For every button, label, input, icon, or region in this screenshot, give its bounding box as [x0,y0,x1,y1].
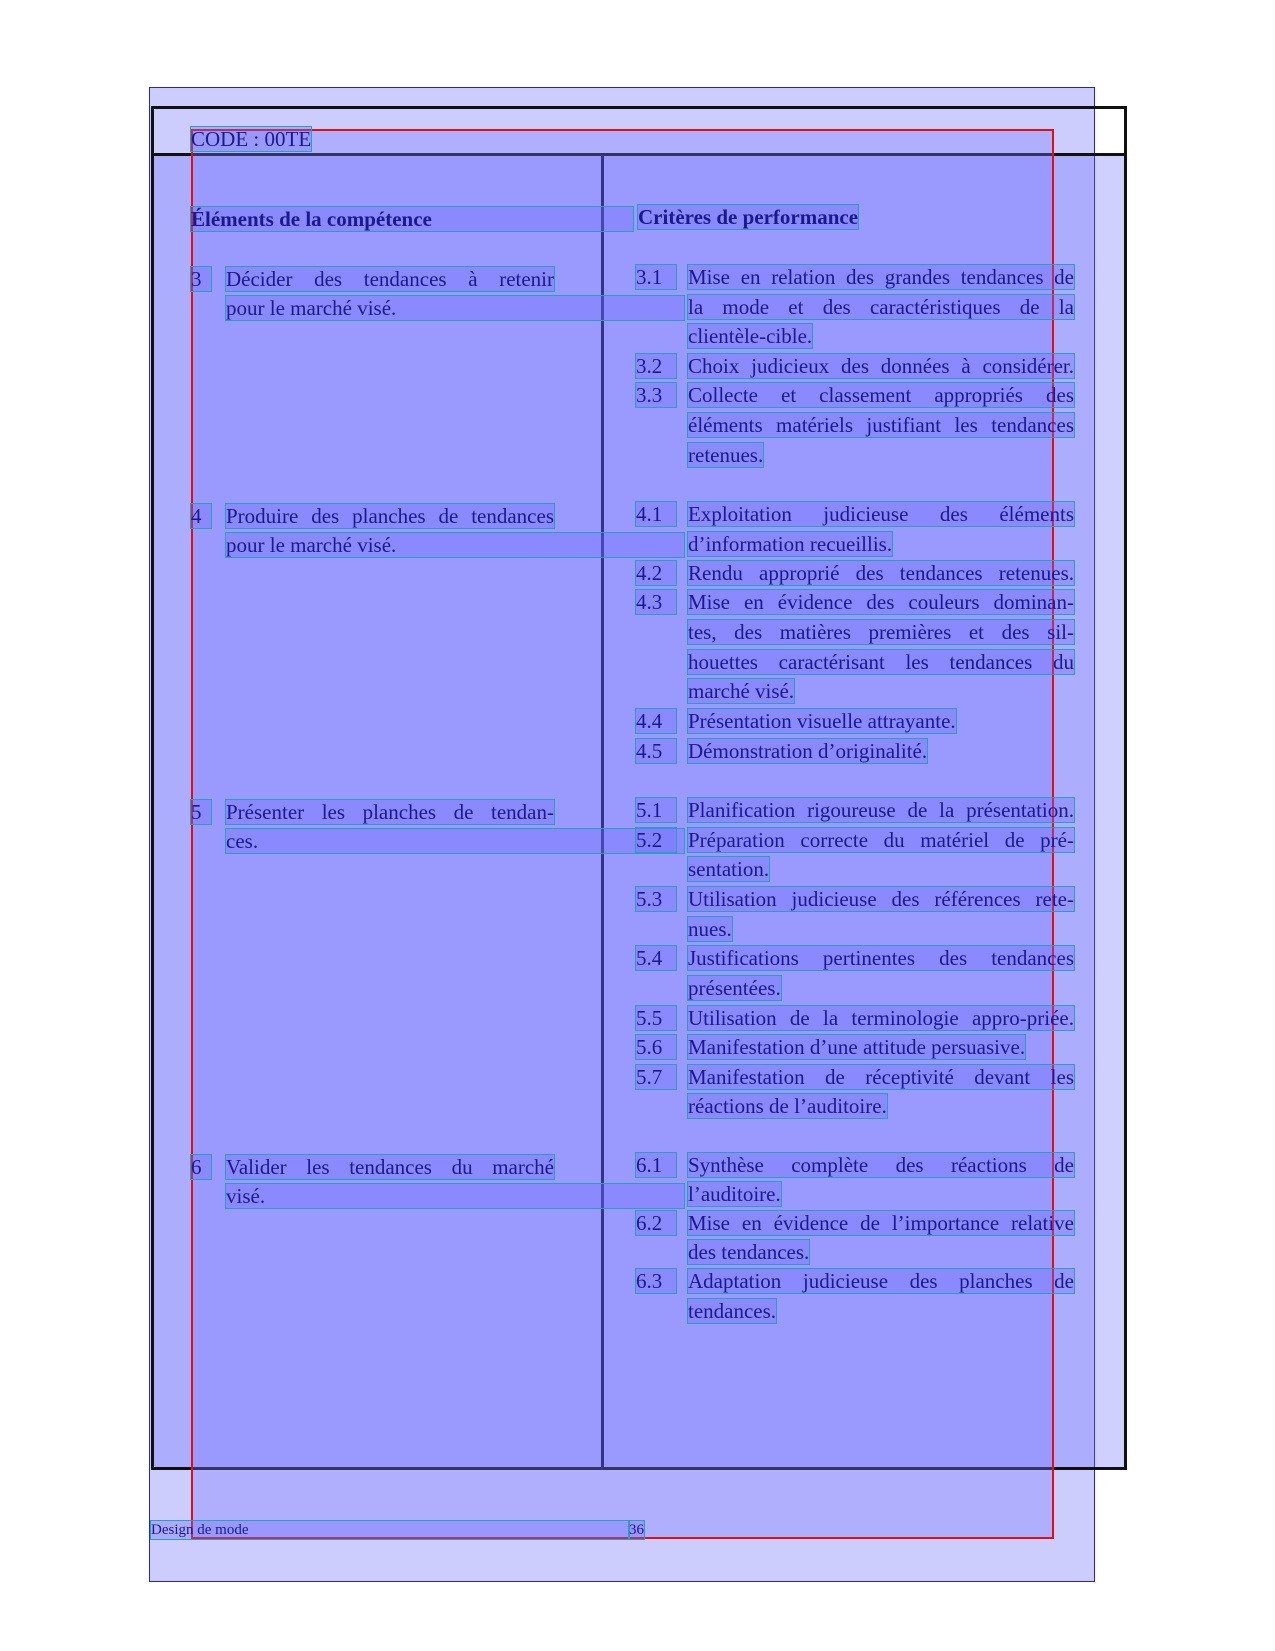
criterion-text: tendances. [688,1299,777,1323]
criterion-text: l’auditoire. [688,1182,781,1206]
column-header-criteria: Critères de performance [638,205,859,229]
criterion-text: Mise en évidence des couleurs dominan- [688,590,1074,614]
criterion-number: 3.2 [636,354,676,378]
element-text: pour le marché visé. [226,533,684,557]
element-text: Décider des tendances à retenir [226,267,554,291]
criterion-text: Démonstration d’originalité. [688,739,928,763]
criterion-number: 5.4 [636,946,676,970]
criterion-text: marché visé. [688,679,795,703]
column-header-elements: Éléments de la compétence [191,207,633,231]
criterion-text: Présentation visuelle attrayante. [688,709,956,733]
criterion-text: Planification rigoureuse de la présentation. [688,798,1074,822]
criterion-text: retenues. [688,443,764,467]
criterion-number: 4.5 [636,739,676,763]
criterion-text: Mise en relation des grandes tendances de [688,265,1074,289]
criterion-text: clientèle-cible. [688,324,813,348]
criterion-text: Adaptation judicieuse des planches de [688,1269,1074,1293]
criterion-text: la mode et des caractéristiques de la [688,295,1074,319]
criterion-number: 5.5 [636,1006,676,1030]
element-text: Présenter les planches de tendan- [226,800,554,824]
criterion-text: Utilisation de la terminologie appro-priée. [688,1006,1074,1030]
criterion-text: d’information recueillis. [688,532,893,556]
criterion-text: des tendances. [688,1240,810,1264]
criterion-text: nues. [688,917,732,941]
criterion-text: sentation. [688,857,770,881]
criterion-text: Manifestation d’une attitude persuasive. [688,1035,1026,1059]
element-number: 3 [191,267,211,291]
criterion-number: 4.3 [636,590,676,614]
element-text: Produire des planches de tendances [226,504,554,528]
criterion-number: 5.6 [636,1035,676,1059]
criterion-number: 3.1 [636,265,676,289]
element-number: 5 [191,800,211,824]
criterion-number: 6.3 [636,1269,676,1293]
criterion-text: Collecte et classement appropriés des [688,383,1074,407]
element-text: ces. [226,829,684,853]
criterion-number: 5.7 [636,1065,676,1089]
criterion-number: 4.2 [636,561,676,585]
criterion-number: 4.4 [636,709,676,733]
element-number: 6 [191,1155,211,1179]
criterion-text: Préparation correcte du matériel de pré- [688,828,1074,852]
element-text: pour le marché visé. [226,296,684,320]
criterion-number: 3.3 [636,383,676,407]
criterion-text: Manifestation de réceptivité devant les [688,1065,1074,1089]
criterion-text: Choix judicieux des données à considérer. [688,354,1074,378]
criterion-text: éléments matériels justifiant les tendances [688,413,1074,437]
criterion-number: 6.2 [636,1211,676,1235]
element-text: Valider les tendances du marché [226,1155,554,1179]
criterion-number: 5.3 [636,887,676,911]
criterion-text: houettes caractérisant les tendances du [688,650,1074,674]
code-label: CODE : 00TE [191,127,312,151]
criterion-text: Synthèse complète des réactions de [688,1153,1074,1177]
criterion-number: 6.1 [636,1153,676,1177]
element-text: visé. [226,1184,684,1208]
criterion-text: réactions de l’auditoire. [688,1094,887,1118]
criterion-number: 5.2 [636,828,676,852]
criterion-text: tes, des matières premières et des sil- [688,620,1074,644]
page-number: 36 [629,1522,644,1538]
criterion-text: Justifications pertinentes des tendances [688,946,1074,970]
criterion-number: 4.1 [636,502,676,526]
footer-title: Design de mode [151,1521,629,1539]
criterion-text: Rendu approprié des tendances retenues. [688,561,1074,585]
criterion-text: présentées. [688,976,781,1000]
criterion-text: Exploitation judicieuse des éléments [688,502,1074,526]
criterion-text: Mise en évidence de l’importance relative [688,1211,1074,1235]
criterion-number: 5.1 [636,798,676,822]
criterion-text: Utilisation judicieuse des références rete- [688,887,1074,911]
element-number: 4 [191,504,211,528]
